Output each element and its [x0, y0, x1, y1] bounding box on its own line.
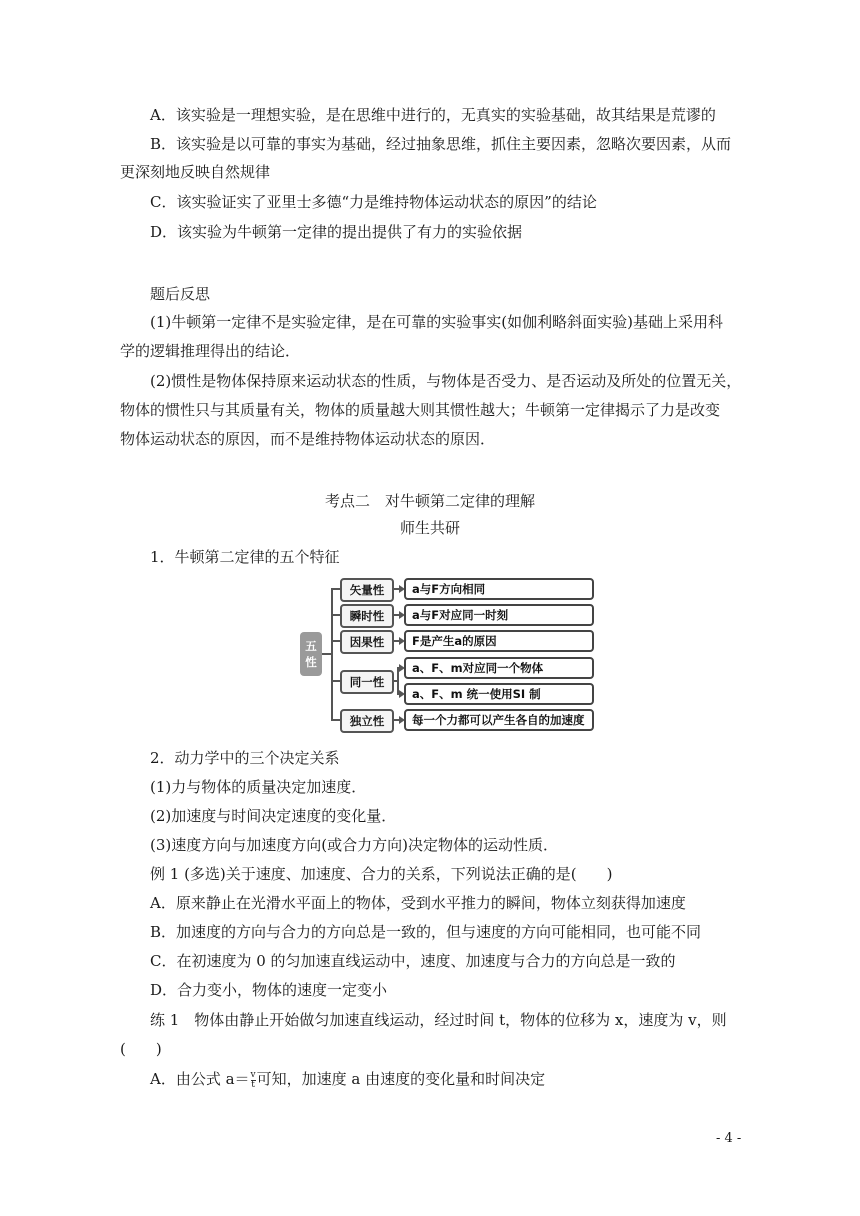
prop-identity: 同一性 — [340, 670, 394, 694]
desc-instantaneous: a与F对应同一时刻 — [404, 604, 594, 626]
reflection-p1-line2: 学的逻辑推理得出的结论． — [120, 342, 301, 360]
prop-vector: 矢量性 — [340, 578, 394, 602]
point1-title: 1．牛顿第二定律的五个特征 — [150, 548, 340, 566]
desc-causal: F是产生a的原因 — [404, 630, 594, 652]
option-a-suffix: 可知，加速度 a 由速度的变化量和时间决定 — [256, 1070, 546, 1088]
example1-option-a: A．原来静止在光滑水平面上的物体，受到水平推力的瞬间，物体立刻获得加速度 — [150, 894, 686, 912]
desc-vector: a与F方向相同 — [404, 578, 594, 600]
five-properties-label — [300, 632, 322, 676]
connector — [331, 588, 340, 590]
center-label-1: 五 — [305, 639, 317, 653]
center-label-2: 性 — [305, 655, 317, 669]
practice1-option-a — [150, 1069, 545, 1090]
option-b: B．该实验是以可靠的事实为基础，经过抽象思维，抓住主要因素，忽略次要因素，从而 — [150, 135, 732, 153]
prop-independence: 独立性 — [340, 709, 394, 733]
example1-option-d: D．合力变小，物体的速度一定变小 — [150, 981, 388, 999]
page-number: - 4 - — [716, 1131, 742, 1146]
connector — [331, 614, 340, 616]
fraction-denominator: t — [251, 1079, 255, 1090]
desc-identity-units: a、F、m 统一使用SI 制 — [404, 683, 594, 705]
connector — [331, 719, 340, 721]
connector — [331, 680, 340, 682]
reflection-p1-line1: (1)牛顿第一定律不是实验定律，是在可靠的实验事实(如伽利略斜面实验)基础上采用科 — [150, 313, 723, 331]
practice1-stem-line1: 练 1 物体由静止开始做匀加速直线运动，经过时间 t，物体的位移为 x，速度为 v，则 — [150, 1011, 727, 1029]
section-subheading: 师生共研 — [399, 519, 460, 537]
option-a-prefix: A．由公式 a＝ — [150, 1070, 250, 1088]
option-d: D．该实验为牛顿第一定律的提出提供了有力的实验依据 — [150, 223, 523, 241]
section-heading: 考点二 对牛顿第二定律的理解 — [324, 492, 535, 510]
point2-item-3: (3)速度方向与加速度方向(或合力方向)决定物体的运动性质． — [150, 836, 558, 854]
five-properties-diagram — [300, 574, 600, 734]
prop-causal: 因果性 — [340, 630, 394, 654]
reflection-p2-line2: 物体的惯性只与其质量有关，物体的质量越大则其惯性越大；牛顿第一定律揭示了力是改变 — [120, 401, 721, 419]
desc-independence: 每一个力都可以产生各自的加速度 — [404, 709, 594, 731]
connector — [331, 588, 333, 721]
prop-instantaneous: 瞬时性 — [340, 604, 394, 628]
practice1-stem-line2: ( ) — [120, 1040, 162, 1058]
example1-stem: 例 1 (多选)关于速度、加速度、合力的关系，下列说法正确的是( ) — [150, 865, 613, 883]
option-a: A．该实验是一理想实验，是在思维中进行的，无真实的实验基础，故其结果是荒谬的 — [150, 106, 716, 124]
desc-identity-object: a、F、m对应同一个物体 — [404, 657, 594, 679]
reflection-p2-line1: (2)惯性是物体保持原来运动状态的性质，与物体是否受力、是否运动及所处的位置无关， — [150, 372, 742, 390]
point2-item-1: (1)力与物体的质量决定加速度． — [150, 778, 367, 796]
example1-option-c: C．在初速度为 0 的匀加速直线运动中，速度、加速度与合力的方向总是一致的 — [150, 952, 676, 970]
connector — [331, 640, 340, 642]
fraction-numerator: v — [250, 1069, 256, 1080]
point2-item-2: (2)加速度与时间决定速度的变化量． — [150, 807, 397, 825]
option-b-continued: 更深刻地反映自然规律 — [120, 163, 271, 181]
example1-option-b: B．加速度的方向与合力的方向总是一致的，但与速度的方向可能相同，也可能不同 — [150, 923, 702, 941]
point2-title: 2．动力学中的三个决定关系 — [150, 749, 340, 767]
reflection-title: 题后反思 — [150, 285, 211, 303]
reflection-p2-line3: 物体运动状态的原因，而不是维持物体运动状态的原因． — [120, 430, 496, 448]
option-c: C．该实验证实了亚里士多德“力是维持物体运动状态的原因”的结论 — [150, 193, 597, 211]
fraction — [251, 1071, 256, 1090]
